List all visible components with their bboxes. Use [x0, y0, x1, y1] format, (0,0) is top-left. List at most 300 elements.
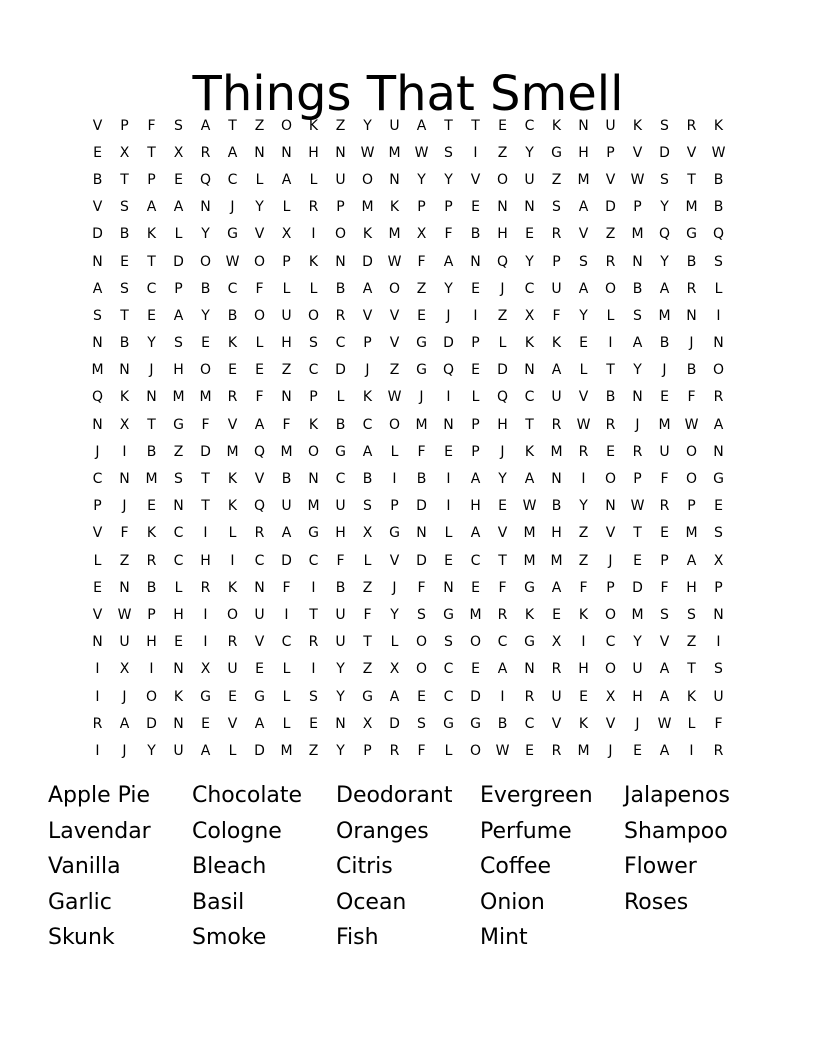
grid-letter[interactable]: B [119, 226, 130, 243]
grid-letter[interactable]: X [389, 661, 400, 678]
grid-letter[interactable]: V [605, 715, 616, 732]
grid-letter[interactable]: O [604, 606, 617, 623]
grid-letter[interactable]: H [146, 634, 157, 651]
grid-letter[interactable]: B [551, 498, 562, 515]
grid-letter[interactable]: R [551, 661, 562, 678]
grid-letter[interactable]: U [605, 117, 616, 134]
grid-letter[interactable]: S [552, 199, 561, 216]
grid-letter[interactable]: J [608, 552, 613, 569]
grid-letter[interactable]: Z [578, 552, 589, 569]
grid-letter[interactable]: E [417, 307, 426, 324]
grid-letter[interactable]: M [685, 199, 698, 216]
grid-letter[interactable]: H [173, 606, 184, 623]
grid-letter[interactable]: Q [496, 389, 509, 406]
grid-letter[interactable]: E [471, 579, 480, 596]
grid-letter[interactable]: L [363, 552, 372, 569]
grid-letter[interactable]: Q [712, 226, 725, 243]
grid-letter[interactable]: C [146, 280, 157, 297]
grid-letter[interactable]: M [550, 552, 563, 569]
grid-letter[interactable]: N [254, 144, 265, 161]
grid-letter[interactable]: R [92, 715, 103, 732]
grid-letter[interactable]: R [308, 199, 319, 216]
grid-letter[interactable]: N [92, 634, 103, 651]
grid-letter[interactable]: O [604, 280, 617, 297]
grid-letter[interactable]: V [551, 715, 562, 732]
grid-letter[interactable]: H [497, 226, 508, 243]
grid-letter[interactable]: D [362, 253, 373, 270]
grid-letter[interactable]: M [280, 742, 293, 759]
grid-letter[interactable]: H [200, 552, 211, 569]
grid-letter[interactable]: C [470, 552, 481, 569]
grid-letter[interactable]: W [630, 171, 645, 188]
grid-letter[interactable]: Y [201, 226, 210, 243]
grid-letter[interactable]: U [524, 171, 535, 188]
grid-letter[interactable]: E [498, 498, 507, 515]
grid-letter[interactable]: W [684, 416, 699, 433]
grid-letter[interactable]: J [230, 199, 235, 216]
grid-letter[interactable]: B [335, 280, 346, 297]
grid-letter[interactable]: A [578, 280, 589, 297]
grid-letter[interactable]: K [524, 335, 535, 352]
grid-letter[interactable]: V [632, 144, 643, 161]
grid-letter[interactable]: H [686, 579, 697, 596]
grid-letter[interactable]: N [173, 661, 184, 678]
grid-letter[interactable]: P [471, 335, 480, 352]
grid-letter[interactable]: N [632, 389, 643, 406]
grid-letter[interactable]: W [576, 416, 591, 433]
grid-letter[interactable]: A [632, 335, 643, 352]
grid-letter[interactable]: I [446, 389, 451, 406]
grid-letter[interactable]: R [605, 253, 616, 270]
grid-letter[interactable]: I [95, 661, 100, 678]
grid-letter[interactable]: F [255, 280, 264, 297]
grid-letter[interactable]: R [497, 606, 508, 623]
grid-letter[interactable]: R [713, 389, 724, 406]
grid-letter[interactable]: E [660, 525, 669, 542]
grid-letter[interactable]: E [471, 362, 480, 379]
grid-letter[interactable]: V [686, 144, 697, 161]
grid-letter[interactable]: Y [444, 280, 453, 297]
grid-letter[interactable]: Z [119, 552, 130, 569]
grid-letter[interactable]: A [443, 253, 454, 270]
grid-letter[interactable]: Z [389, 362, 400, 379]
grid-letter[interactable]: M [361, 199, 374, 216]
grid-letter[interactable]: V [659, 634, 670, 651]
grid-letter[interactable]: T [444, 117, 453, 134]
grid-letter[interactable]: E [444, 552, 453, 569]
grid-letter[interactable]: A [227, 144, 238, 161]
grid-letter[interactable]: U [335, 606, 346, 623]
grid-letter[interactable]: W [360, 144, 375, 161]
grid-letter[interactable]: J [95, 443, 100, 460]
grid-letter[interactable]: N [416, 525, 427, 542]
grid-letter[interactable]: K [227, 579, 238, 596]
grid-letter[interactable]: X [119, 661, 130, 678]
grid-letter[interactable]: J [122, 498, 127, 515]
grid-letter[interactable]: I [203, 606, 208, 623]
grid-letter[interactable]: J [122, 688, 127, 705]
grid-letter[interactable]: J [419, 389, 424, 406]
grid-letter[interactable]: Q [496, 253, 509, 270]
grid-letter[interactable]: F [417, 579, 426, 596]
grid-letter[interactable]: I [311, 661, 316, 678]
grid-letter[interactable]: O [280, 117, 293, 134]
grid-letter[interactable]: O [604, 471, 617, 488]
grid-letter[interactable]: T [120, 307, 129, 324]
grid-letter[interactable]: D [335, 362, 346, 379]
grid-letter[interactable]: M [280, 443, 293, 460]
grid-letter[interactable]: J [689, 335, 694, 352]
grid-letter[interactable]: Z [335, 117, 346, 134]
grid-letter[interactable]: C [227, 171, 238, 188]
grid-letter[interactable]: E [579, 688, 588, 705]
grid-letter[interactable]: S [714, 661, 723, 678]
grid-letter[interactable]: R [227, 389, 238, 406]
grid-letter[interactable]: P [363, 335, 372, 352]
grid-letter[interactable]: H [470, 498, 481, 515]
grid-letter[interactable]: I [311, 579, 316, 596]
grid-letter[interactable]: U [632, 661, 643, 678]
grid-letter[interactable]: T [687, 661, 696, 678]
grid-letter[interactable]: A [470, 525, 481, 542]
grid-letter[interactable]: Z [497, 307, 508, 324]
grid-letter[interactable]: A [416, 117, 427, 134]
grid-letter[interactable]: G [551, 144, 562, 161]
grid-letter[interactable]: N [281, 144, 292, 161]
grid-letter[interactable]: E [93, 579, 102, 596]
grid-letter[interactable]: M [631, 226, 644, 243]
grid-letter[interactable]: M [226, 443, 239, 460]
grid-letter[interactable]: R [200, 144, 211, 161]
grid-letter[interactable]: J [149, 362, 154, 379]
grid-letter[interactable]: Y [444, 171, 453, 188]
grid-letter[interactable]: E [174, 171, 183, 188]
grid-letter[interactable]: B [713, 171, 724, 188]
grid-letter[interactable]: N [281, 389, 292, 406]
grid-letter[interactable]: A [659, 661, 670, 678]
grid-letter[interactable]: Q [91, 389, 104, 406]
grid-letter[interactable]: C [173, 552, 184, 569]
grid-letter[interactable]: A [524, 471, 535, 488]
grid-letter[interactable]: K [551, 117, 562, 134]
grid-letter[interactable]: S [660, 117, 669, 134]
grid-letter[interactable]: E [147, 498, 156, 515]
grid-letter[interactable]: N [389, 171, 400, 188]
grid-letter[interactable]: H [497, 416, 508, 433]
grid-letter[interactable]: L [498, 335, 507, 352]
grid-letter[interactable]: I [203, 634, 208, 651]
grid-letter[interactable]: R [389, 742, 400, 759]
grid-letter[interactable]: A [173, 307, 184, 324]
grid-letter[interactable]: N [524, 661, 535, 678]
grid-letter[interactable]: N [173, 715, 184, 732]
grid-letter[interactable]: Z [416, 280, 427, 297]
grid-letter[interactable]: F [282, 416, 291, 433]
grid-letter[interactable]: W [630, 498, 645, 515]
grid-letter[interactable]: Z [686, 634, 697, 651]
grid-letter[interactable]: I [284, 606, 289, 623]
grid-letter[interactable]: O [307, 307, 320, 324]
grid-letter[interactable]: N [551, 471, 562, 488]
grid-letter[interactable]: Z [605, 226, 616, 243]
grid-letter[interactable]: B [146, 443, 157, 460]
grid-letter[interactable]: A [254, 416, 265, 433]
grid-letter[interactable]: M [631, 606, 644, 623]
grid-letter[interactable]: U [335, 171, 346, 188]
grid-letter[interactable]: P [309, 389, 318, 406]
grid-letter[interactable]: H [578, 144, 589, 161]
grid-letter[interactable]: G [524, 634, 535, 651]
grid-letter[interactable]: U [551, 688, 562, 705]
grid-letter[interactable]: V [362, 307, 373, 324]
grid-letter[interactable]: L [390, 443, 399, 460]
grid-letter[interactable]: T [201, 471, 210, 488]
grid-letter[interactable]: T [147, 253, 156, 270]
grid-letter[interactable]: K [524, 443, 535, 460]
grid-letter[interactable]: I [446, 471, 451, 488]
grid-letter[interactable]: M [469, 606, 482, 623]
grid-letter[interactable]: V [227, 715, 238, 732]
grid-letter[interactable]: E [633, 552, 642, 569]
grid-letter[interactable]: N [335, 715, 346, 732]
grid-letter[interactable]: E [525, 742, 534, 759]
grid-letter[interactable]: F [660, 579, 669, 596]
grid-letter[interactable]: C [605, 634, 616, 651]
grid-letter[interactable]: M [307, 498, 320, 515]
grid-letter[interactable]: S [444, 144, 453, 161]
grid-letter[interactable]: R [632, 443, 643, 460]
grid-letter[interactable]: G [200, 688, 211, 705]
grid-letter[interactable]: L [336, 389, 345, 406]
grid-letter[interactable]: I [716, 634, 721, 651]
grid-letter[interactable]: F [282, 579, 291, 596]
grid-letter[interactable]: P [336, 199, 345, 216]
grid-letter[interactable]: E [579, 335, 588, 352]
grid-letter[interactable]: S [174, 117, 183, 134]
grid-letter[interactable]: F [255, 389, 264, 406]
grid-letter[interactable]: Y [579, 498, 588, 515]
grid-letter[interactable]: D [659, 144, 670, 161]
grid-letter[interactable]: B [497, 715, 508, 732]
grid-letter[interactable]: B [200, 280, 211, 297]
grid-letter[interactable]: B [686, 362, 697, 379]
grid-letter[interactable]: B [281, 471, 292, 488]
grid-letter[interactable]: W [711, 144, 726, 161]
grid-letter[interactable]: B [335, 579, 346, 596]
grid-letter[interactable]: O [712, 362, 725, 379]
grid-letter[interactable]: L [606, 307, 615, 324]
grid-letter[interactable]: Y [579, 307, 588, 324]
grid-letter[interactable]: R [551, 416, 562, 433]
grid-letter[interactable]: N [686, 307, 697, 324]
grid-letter[interactable]: M [388, 144, 401, 161]
grid-letter[interactable]: E [498, 117, 507, 134]
grid-letter[interactable]: C [308, 362, 319, 379]
grid-letter[interactable]: P [363, 742, 372, 759]
grid-letter[interactable]: S [633, 307, 642, 324]
grid-letter[interactable]: L [444, 742, 453, 759]
grid-letter[interactable]: N [254, 579, 265, 596]
grid-letter[interactable]: K [551, 335, 562, 352]
grid-letter[interactable]: E [120, 253, 129, 270]
grid-letter[interactable]: N [92, 335, 103, 352]
grid-letter[interactable]: R [686, 117, 697, 134]
grid-letter[interactable]: C [227, 280, 238, 297]
grid-letter[interactable]: D [632, 579, 643, 596]
grid-letter[interactable]: E [147, 307, 156, 324]
grid-letter[interactable]: B [119, 335, 130, 352]
grid-letter[interactable]: S [309, 335, 318, 352]
grid-letter[interactable]: N [578, 117, 589, 134]
grid-letter[interactable]: X [173, 144, 184, 161]
grid-letter[interactable]: M [577, 742, 590, 759]
grid-letter[interactable]: I [95, 688, 100, 705]
grid-letter[interactable]: D [497, 362, 508, 379]
grid-letter[interactable]: N [713, 606, 724, 623]
grid-letter[interactable]: M [91, 362, 104, 379]
grid-letter[interactable]: U [551, 389, 562, 406]
grid-letter[interactable]: A [659, 280, 670, 297]
grid-letter[interactable]: T [687, 171, 696, 188]
grid-letter[interactable]: N [713, 443, 724, 460]
grid-letter[interactable]: B [362, 471, 373, 488]
grid-letter[interactable]: E [633, 742, 642, 759]
grid-letter[interactable]: P [282, 253, 291, 270]
grid-letter[interactable]: E [228, 688, 237, 705]
grid-letter[interactable]: Y [390, 606, 399, 623]
grid-letter[interactable]: Q [253, 498, 266, 515]
grid-letter[interactable]: C [254, 552, 265, 569]
grid-letter[interactable]: H [335, 525, 346, 542]
grid-letter[interactable]: I [392, 471, 397, 488]
grid-letter[interactable]: Z [362, 661, 373, 678]
grid-letter[interactable]: R [551, 226, 562, 243]
grid-letter[interactable]: X [362, 715, 373, 732]
grid-letter[interactable]: J [500, 443, 505, 460]
grid-letter[interactable]: G [470, 715, 481, 732]
grid-letter[interactable]: N [119, 471, 130, 488]
grid-letter[interactable]: H [578, 661, 589, 678]
grid-letter[interactable]: N [524, 199, 535, 216]
grid-letter[interactable]: J [635, 416, 640, 433]
grid-letter[interactable]: F [714, 715, 723, 732]
grid-letter[interactable]: P [471, 443, 480, 460]
grid-letter[interactable]: E [93, 144, 102, 161]
grid-letter[interactable]: F [660, 471, 669, 488]
grid-letter[interactable]: M [658, 416, 671, 433]
grid-letter[interactable]: U [173, 742, 184, 759]
grid-letter[interactable]: O [361, 171, 374, 188]
grid-letter[interactable]: A [686, 552, 697, 569]
grid-letter[interactable]: Q [199, 171, 212, 188]
grid-letter[interactable]: G [713, 471, 724, 488]
grid-letter[interactable]: X [200, 661, 211, 678]
grid-letter[interactable]: M [550, 443, 563, 460]
grid-letter[interactable]: E [552, 606, 561, 623]
grid-letter[interactable]: M [685, 525, 698, 542]
grid-letter[interactable]: I [581, 471, 586, 488]
grid-letter[interactable]: I [473, 144, 478, 161]
grid-letter[interactable]: X [119, 416, 130, 433]
grid-letter[interactable]: P [147, 171, 156, 188]
grid-letter[interactable]: X [524, 307, 535, 324]
grid-letter[interactable]: R [686, 280, 697, 297]
grid-letter[interactable]: P [714, 579, 723, 596]
grid-letter[interactable]: C [524, 715, 535, 732]
grid-letter[interactable]: J [446, 307, 451, 324]
grid-letter[interactable]: W [117, 606, 132, 623]
grid-letter[interactable]: V [92, 199, 103, 216]
grid-letter[interactable]: M [523, 525, 536, 542]
grid-letter[interactable]: K [632, 117, 643, 134]
grid-letter[interactable]: B [686, 253, 697, 270]
grid-letter[interactable]: I [203, 525, 208, 542]
grid-letter[interactable]: N [335, 253, 346, 270]
grid-letter[interactable]: R [146, 552, 157, 569]
grid-letter[interactable]: N [443, 579, 454, 596]
grid-letter[interactable]: S [120, 280, 129, 297]
grid-letter[interactable]: F [417, 253, 426, 270]
grid-letter[interactable]: E [471, 199, 480, 216]
grid-letter[interactable]: V [605, 525, 616, 542]
grid-letter[interactable]: L [174, 226, 183, 243]
grid-letter[interactable]: A [173, 199, 184, 216]
grid-letter[interactable]: L [282, 661, 291, 678]
grid-letter[interactable]: R [227, 634, 238, 651]
grid-letter[interactable]: P [552, 253, 561, 270]
grid-letter[interactable]: F [336, 552, 345, 569]
grid-letter[interactable]: B [470, 226, 481, 243]
grid-letter[interactable]: G [443, 606, 454, 623]
grid-letter[interactable]: M [658, 307, 671, 324]
grid-letter[interactable]: F [498, 579, 507, 596]
grid-letter[interactable]: X [713, 552, 724, 569]
grid-letter[interactable]: I [581, 634, 586, 651]
grid-letter[interactable]: C [524, 389, 535, 406]
grid-letter[interactable]: E [525, 226, 534, 243]
grid-letter[interactable]: E [309, 715, 318, 732]
grid-letter[interactable]: C [308, 552, 319, 569]
grid-letter[interactable]: R [551, 742, 562, 759]
grid-letter[interactable]: S [660, 606, 669, 623]
grid-letter[interactable]: L [228, 742, 237, 759]
grid-letter[interactable]: S [579, 253, 588, 270]
grid-letter[interactable]: D [173, 253, 184, 270]
grid-letter[interactable]: A [713, 416, 724, 433]
grid-letter[interactable]: V [254, 471, 265, 488]
grid-letter[interactable]: L [282, 715, 291, 732]
grid-letter[interactable]: T [498, 552, 507, 569]
grid-letter[interactable]: L [255, 171, 264, 188]
grid-letter[interactable]: Z [497, 144, 508, 161]
grid-letter[interactable]: Y [660, 253, 669, 270]
grid-letter[interactable]: N [632, 253, 643, 270]
grid-letter[interactable]: B [146, 579, 157, 596]
grid-letter[interactable]: G [416, 335, 427, 352]
grid-letter[interactable]: S [417, 715, 426, 732]
grid-letter[interactable]: O [253, 307, 266, 324]
grid-letter[interactable]: M [388, 226, 401, 243]
grid-letter[interactable]: S [714, 253, 723, 270]
grid-letter[interactable]: E [471, 661, 480, 678]
grid-letter[interactable]: Q [442, 362, 455, 379]
grid-letter[interactable]: P [444, 199, 453, 216]
grid-letter[interactable]: D [416, 552, 427, 569]
grid-letter[interactable]: J [662, 362, 667, 379]
grid-letter[interactable]: P [606, 579, 615, 596]
grid-letter[interactable]: N [470, 253, 481, 270]
grid-letter[interactable]: C [173, 525, 184, 542]
